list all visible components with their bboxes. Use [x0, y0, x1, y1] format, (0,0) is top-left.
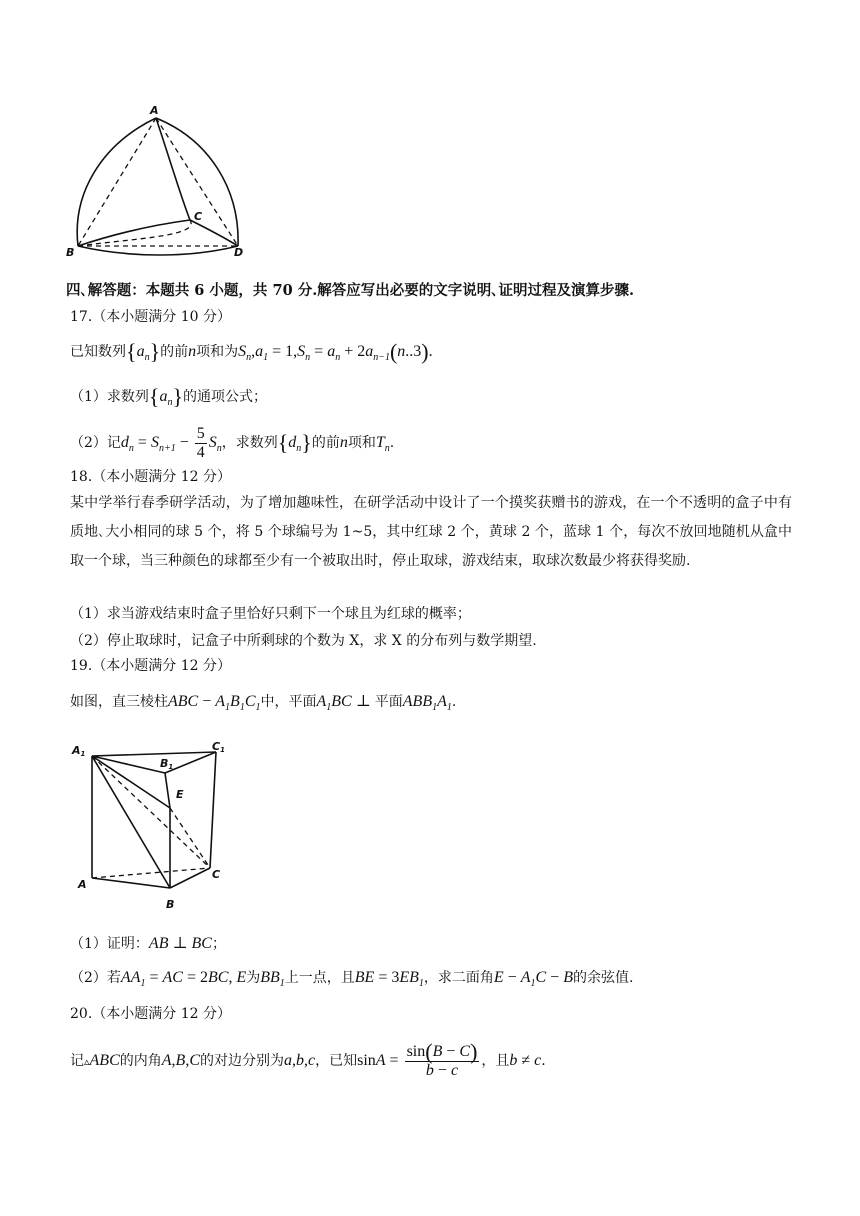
q19-stem-prefix: 如图，直三棱柱 — [70, 694, 168, 710]
q19-stem — [70, 690, 456, 714]
q19-part2-mid1: 为 — [246, 970, 261, 986]
q17-stem-mid1: 的前 — [160, 344, 189, 360]
q17-stem-n: n — [188, 343, 197, 360]
figure-prism — [70, 738, 240, 911]
dash-ec — [170, 808, 210, 868]
q19-part1 — [70, 932, 226, 956]
edge-c1c — [210, 752, 216, 868]
edge-a1b — [92, 756, 170, 888]
edge-a1e — [92, 756, 170, 808]
q19-stem-mid2: 平面 — [374, 694, 403, 710]
q17-part2-mid3: 项和 — [347, 435, 376, 451]
q17-part1-suffix: 的通项公式； — [183, 389, 268, 405]
q19-dihedral: $E - A_1C - B$ — [493, 969, 573, 990]
dash-a1c — [92, 756, 210, 868]
curve-bd — [78, 246, 238, 255]
q20-b-ne-c: b ≠ c — [509, 1052, 542, 1069]
edge-cd — [190, 220, 238, 246]
label-d: D — [234, 246, 244, 259]
q17-part1-prefix: （1）求数列 — [70, 389, 149, 405]
q19-bb1: $BB_1$ — [260, 969, 285, 990]
figure-1-svg — [60, 100, 260, 260]
q20-stem — [70, 1038, 546, 1085]
label-c1-letter: C — [212, 740, 221, 753]
q19-condition: $AA_1$ = AC = 2BC, E — [120, 969, 247, 990]
q20-angles: A,B,C — [161, 1052, 200, 1069]
q19-part2 — [70, 966, 633, 990]
q17-part2-prefix: （2）记 — [70, 435, 121, 451]
q17-part2 — [70, 423, 394, 463]
q19-part2-end: 的余弦值. — [572, 970, 634, 986]
q19-ab-perp-bc: AB ⊥ BC — [148, 935, 212, 952]
q19-part2-mid3: ，求二面角 — [423, 970, 494, 986]
q19-part2-prefix: （2）若 — [70, 970, 121, 986]
q20-equation: sinA = $\frac{\sin(B - C)}{b - c}$ — [357, 1038, 478, 1079]
q20-stem-prefix: 记 — [70, 1053, 84, 1069]
q17-part1 — [70, 384, 267, 410]
q20-stem-mid1: 的内角 — [119, 1053, 162, 1069]
label-a1-sub: 1 — [80, 750, 86, 758]
q19-header: 19.（本小题满分 12 分） — [70, 658, 231, 674]
q18-part2: （2）停止取球时，记盒子中所剩球的个数为 X，求 X 的分布列与数学期望. — [70, 633, 537, 649]
q17-seq-dn: $\{d_n\}$ — [277, 430, 312, 455]
label-c1 — [212, 740, 225, 754]
q17-header: 17.（本小题满分 10 分） — [70, 309, 231, 325]
edge-a1c1 — [92, 752, 216, 756]
q19-stem-mid: 中，平面 — [260, 694, 317, 710]
q17-seq-an: $\{a_n\}$ — [126, 339, 161, 364]
q19-part2-mid2: 上一点，且 — [284, 970, 355, 986]
q17-condition: $S_n,a_1 = 1,S_n = a_n + 2a_{n-1}(n..3)$. — [238, 339, 433, 364]
q20-stem-mid3: ，已知 — [315, 1053, 358, 1069]
q18-header: 18.（本小题满分 12 分） — [70, 469, 231, 485]
q19-part1-prefix: （1）证明： — [70, 936, 149, 952]
q20-stem-end: . — [541, 1053, 546, 1069]
label-a: A — [150, 104, 159, 117]
dash-bc — [78, 220, 191, 246]
label-b1-letter: B — [160, 757, 169, 770]
q17-stem-prefix: 已知数列 — [70, 344, 126, 360]
section-heading: 四､解答题：本题共 6 小题，共 70 分.解答应写出必要的文字说明､证明过程及演算步骤. — [66, 282, 635, 299]
label-b: B — [166, 898, 175, 911]
edge-bc — [78, 220, 190, 246]
label-a1-letter: A — [72, 744, 81, 757]
q20-triangle: ▵ABC — [84, 1052, 120, 1069]
figure-curved-tetrahedron — [60, 100, 260, 260]
q20-stem-mid2: 的对边分别为 — [199, 1053, 284, 1069]
q19-be: BE = $3EB_1$ — [354, 969, 424, 990]
q17-stem-mid2: 项和为 — [196, 344, 239, 360]
q18-stem: 某中学举行春季研学活动，为了增加趣味性，在研学活动中设计了一个摸奖获赠书的游戏，在一个不透明的盒子中有质地､大小相同的球 5 个，将 5 个球编号为 1~5，其中红球 2 个，黄球 2 个，蓝球 1 个，每次不放回地随机从盒中取一个球，当三种颜色的球都至少有一个被取出时，停止取球，游戏结束，取球次数最少将获得奖励. — [70, 495, 792, 569]
figure-2-svg — [70, 738, 240, 911]
q18-part1: （1）求当游戏结束时盒子里恰好只剩下一个球且为红球的概率； — [70, 606, 471, 622]
q17-tn: $T_n$ — [375, 434, 390, 455]
label-c: C — [212, 868, 221, 881]
q17-stem — [70, 339, 433, 365]
q20-stem-mid4: ，且 — [481, 1053, 510, 1069]
q19-part1-suffix: ； — [211, 936, 226, 952]
q17-part1-seq: $\{a_n\}$ — [148, 384, 184, 409]
q19-stem-end: . — [451, 694, 457, 710]
q17-dn-def: $d_n = S_{n+1}$ − $\frac{5}{4}$ $S_n$ — [120, 424, 222, 461]
q17-part2-mid2: 的前 — [311, 435, 340, 451]
q17-part2-n: n — [339, 434, 348, 451]
label-c1-sub: 1 — [220, 746, 225, 754]
q19-prism: ABC − $A_1B_1C_1$ — [168, 693, 261, 714]
q20-header: 20.（本小题满分 12 分） — [70, 1006, 231, 1022]
label-c: C — [194, 210, 203, 223]
q19-plane1: $A_1BC$ ⊥ — [316, 693, 375, 714]
label-b1-sub: 1 — [168, 763, 174, 771]
label-b1 — [160, 757, 173, 771]
q19-plane2: $ABB_1A_1$ — [402, 693, 452, 714]
label-e: E — [176, 788, 184, 801]
label-b: B — [66, 246, 75, 259]
label-a: A — [78, 878, 87, 891]
q17-part2-mid: ，求数列 — [221, 435, 278, 451]
edge-b1e — [165, 773, 170, 808]
q17-part2-end: . — [389, 435, 395, 451]
edge-ab — [92, 878, 170, 888]
edge-a1b1 — [92, 756, 165, 773]
label-a1 — [71, 744, 86, 758]
q20-sides: a,b,c — [283, 1052, 316, 1069]
